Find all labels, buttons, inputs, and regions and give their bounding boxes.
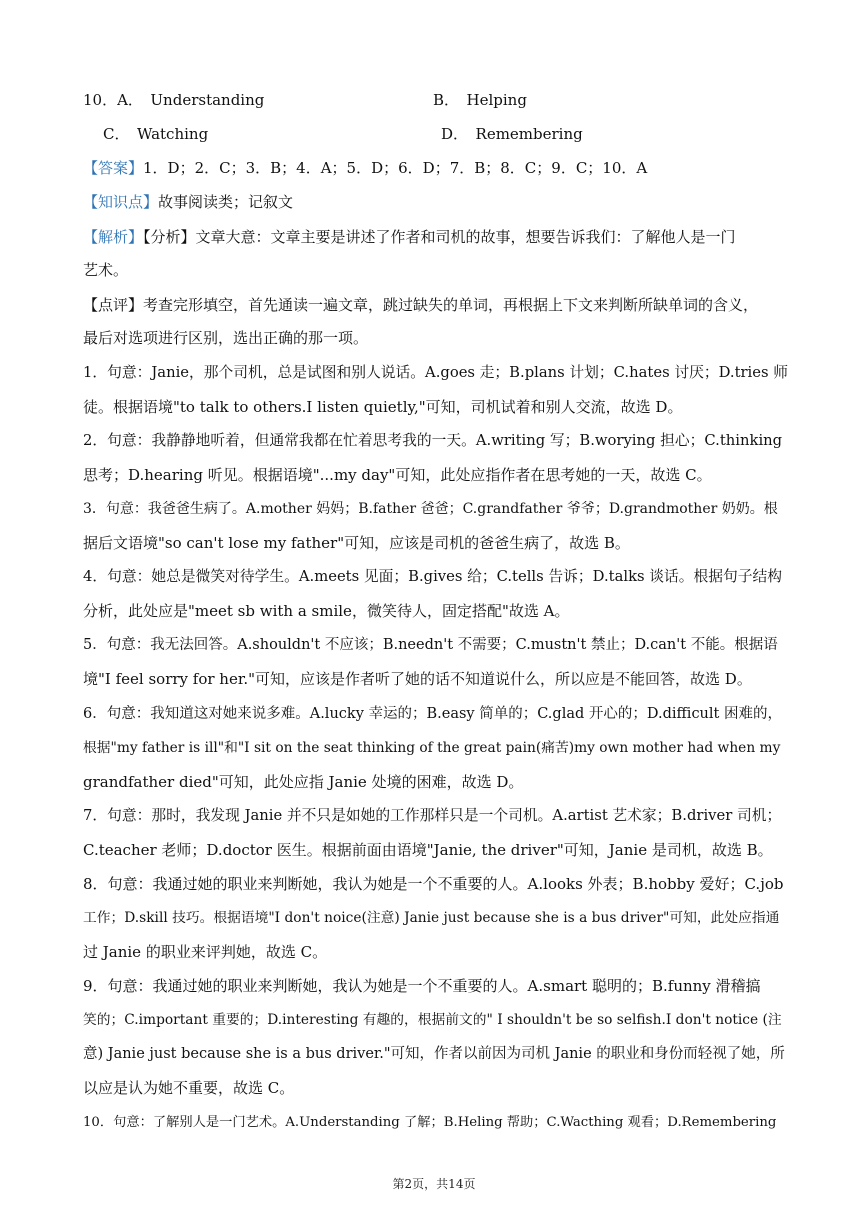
item-3-line-1: 3．句意：我爸爸生病了。A.mother 妈妈；B.father 爸爸；C.grandfather 爷爷；D.grandmother 奶奶。根 <box>83 501 778 517</box>
knowledge-tag: 【知识点】 <box>83 193 159 211</box>
q10-option-d: D． Remembering <box>441 125 583 143</box>
answer-line <box>83 153 788 183</box>
item-6-line-2: 根据"my father is ill"和"I sit on the seat thinking of the great pain(痛苦)my own mother had when my <box>83 740 781 756</box>
q10-option-b: B． Helping <box>433 91 527 109</box>
page-number-footer: 第2页，共14页 <box>392 1177 476 1191</box>
analysis-line-2: 艺术。 <box>83 261 129 279</box>
item-2-line-1: 2．句意：我静静地听着，但通常我都在忙着思考我的一天。A.writing 写；B.worying 担心；C.thinking <box>83 432 783 449</box>
item-9-line-1: 9．句意：我通过她的职业来判断她，我认为她是一个不重要的人。A.smart 聪明的；B.funny 滑稽搞 <box>83 977 761 995</box>
q10-option-a: 10．A． Understanding <box>83 91 265 109</box>
analysis-line-1 <box>83 222 788 252</box>
item-6-line-1: 6．句意：我知道这对她来说多难。A.lucky 幸运的；B.easy 简单的；C.glad 开心的；D.difficult 困难的， <box>83 706 782 722</box>
item-8-line-2: 工作；D.skill 技巧。根据语境"I don't noice(注意) Janie just because she is a bus driver"可知，此处应指通 <box>83 910 780 926</box>
item-8-line-1: 8．句意：我通过她的职业来判断她，我认为她是一个不重要的人。A.looks 外表；B.hobby 爱好；C.job <box>83 875 784 893</box>
q10-option-c: C． Watching <box>103 125 209 143</box>
item-9-line-3: 意) Janie just because she is a bus driver."可知，作者以前因为司机 Janie 的职业和身份而轻视了她，所 <box>83 1046 785 1062</box>
item-4-line-1: 4．句意：她总是微笑对待学生。A.meets 见面；B.gives 给；C.tells 告诉；D.talks 谈话。根据句子结构 <box>83 568 783 585</box>
answer-tag: 【答案】 <box>83 159 144 177</box>
item-7-line-1: 7．句意：那时，我发现 Janie 并不只是如她的工作那样只是一个司机。A.artist 艺术家；B.driver 司机； <box>83 807 782 824</box>
knowledge-text: 故事阅读类；记叙文 <box>158 193 294 211</box>
item-1-line-1: 1．句意：Janie，那个司机，总是试图和别人说话。A.goes 走；B.plans 计划；C.hates 讨厌；D.tries 师 <box>83 364 788 381</box>
analysis-text-1: 【分析】文章大意：文章主要是讲述了作者和司机的故事，想要告诉我们：了解他人是一门 <box>143 228 736 246</box>
item-6-line-3: grandfather died"可知，此处应指 Janie 处境的困难，故选 D。 <box>83 773 524 791</box>
item-1-line-2: 徒。根据语境"to talk to others.I listen quietly,"可知，司机试着和别人交流，故选 D。 <box>83 398 683 416</box>
item-5-line-1: 5．句意：我无法回答。A.shouldn't 不应该；B.needn't 不需要；C.mustn't 禁止；D.can't 不能。根据语 <box>83 637 778 653</box>
item-9-line-4: 以应是认为她不重要，故选 C。 <box>83 1079 295 1097</box>
q10-options-row-2 <box>83 119 788 149</box>
item-5-line-2: 境"I feel sorry for her."可知，应该是作者听了她的话不知道说什么，所以应是不能回答，故选 D。 <box>83 670 752 688</box>
item-3-line-2: 据后文语境"so can't lose my father"可知，应该是司机的爸爸生病了，故选 B。 <box>83 534 630 552</box>
item-9-line-2: 笑的；C.important 重要的；D.interesting 有趣的，根据前文的" I shouldn't be so selfish.I don't notice (注 <box>83 1012 782 1028</box>
answer-text: 1．D；2．C；3．B；4．A；5．D；6．D；7．B；8．C；9．C；10．A <box>143 159 648 177</box>
comment-line-1: 【点评】考查完形填空，首先通读一遍文章，跳过缺失的单词，再根据上下文来判断所缺单词的含义， <box>83 296 759 314</box>
item-4-line-2: 分析，此处应是"meet sb with a smile，微笑待人，固定搭配"故选 A。 <box>83 602 570 620</box>
comment-line-2: 最后对选项进行区别，选出正确的那一项。 <box>83 329 369 347</box>
q10-options-row-1 <box>83 85 788 115</box>
item-7-line-2: C.teacher 老师；D.doctor 医生。根据前面由语境"Janie, the driver"可知，Janie 是司机，故选 B。 <box>83 841 773 859</box>
item-2-line-2: 思考；D.hearing 听见。根据语境"...my day"可知，此处应指作者在思考她的一天，故选 C。 <box>83 466 712 484</box>
item-10-line-1: 10．句意：了解别人是一门艺术。A.Understanding 了解；B.Heling 帮助；C.Wacthing 观看；D.Remembering <box>83 1115 777 1130</box>
item-8-line-3: 过 Janie 的职业来评判她，故选 C。 <box>83 943 328 961</box>
knowledge-line <box>83 187 788 217</box>
analysis-tag: 【解析】 <box>83 228 144 246</box>
